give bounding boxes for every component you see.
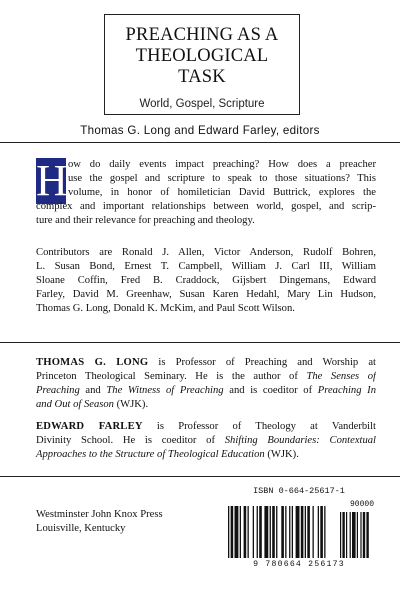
bio-line: THOMAS G. LONG is Professor of Preaching and Worship at — [36, 357, 376, 368]
bio-edward-farley — [36, 420, 376, 462]
divider-top — [0, 142, 400, 143]
intro-line: ture and their relevance for preaching and theology. — [36, 215, 255, 226]
book-title: Preaching In — [317, 385, 376, 396]
book-title: Preaching — [36, 385, 80, 396]
contributors-line: Sloane Coffin, Fred B. Craddock, Gijsbert Dingemans, Edward — [36, 275, 376, 286]
contributors-line: Thomas G. Long, Donald K. McKim, and Paul Scott Wilson. — [36, 303, 295, 314]
isbn-text: ISBN 0-664-25617-1 — [253, 486, 345, 496]
barcode-area — [224, 486, 374, 572]
publisher-block — [36, 508, 163, 536]
book-title: and Out of Season — [36, 399, 114, 410]
contributors-line: Farley, David M. Greenhaw, Susan Karen Hedahl, Mary Lin Hudson, — [36, 289, 376, 300]
book-title-line-1: PREACHING AS A — [125, 25, 279, 45]
publisher-name: Westminster John Knox Press — [36, 509, 163, 520]
intro-paragraph — [36, 158, 376, 228]
contributors-line: L. Susan Bond, Ernest T. Campbell, William J. Carl III, William — [36, 261, 376, 272]
bio-line: Princeton Theological Seminary. He is the author of The Senses of — [36, 371, 376, 382]
book-title: Shifting Boundaries: Contextual — [224, 435, 376, 446]
publisher-city: Louisville, Kentucky — [36, 523, 126, 534]
bio-line: and Out of Season (WJK). — [36, 399, 149, 410]
price-code: 90000 — [349, 500, 374, 509]
intro-line: volume, in honor of homiletician David Buttrick, explores the — [68, 187, 376, 198]
author-name: THOMAS G. LONG — [36, 357, 149, 368]
intro-line: ow do daily events impact preaching? How does a preacher — [68, 159, 376, 170]
bio-line: EDWARD FARLEY is Professor of Theology at Vanderbilt — [36, 421, 376, 432]
author-name: EDWARD FARLEY — [36, 421, 143, 432]
book-subtitle: World, Gospel, Scripture — [139, 98, 265, 110]
book-title-line-2: THEOLOGICAL — [135, 46, 269, 66]
drop-cap: H — [36, 156, 68, 205]
book-title-line-3: TASK — [178, 67, 226, 87]
divider-bottom — [0, 476, 400, 477]
editors-line: Thomas G. Long and Edward Farley, editors — [80, 124, 320, 137]
book-title: The Witness of Preaching — [106, 385, 224, 396]
contributors-line: Contributors are Ronald J. Allen, Victor Anderson, Rudolf Bohren, — [36, 247, 376, 258]
bio-line: Approaches to the Structure of Theological Education (WJK). — [36, 449, 299, 460]
bio-thomas-long — [36, 356, 376, 412]
book-title: Approaches to the Structure of Theological Education — [36, 449, 265, 460]
barcode-number: 9 780664 256173 — [253, 560, 345, 569]
divider-middle — [0, 342, 400, 343]
title-box — [104, 14, 300, 115]
intro-line: complex and important relationships between world, gospel, and scrip- — [36, 201, 376, 212]
intro-line: use the gospel and scripture to speak to those situations? This — [68, 173, 376, 184]
bio-line: Divinity School. He is coeditor of Shifting Boundaries: Contextual — [36, 435, 376, 446]
book-title: The Senses of — [306, 371, 376, 382]
contributors-paragraph — [36, 246, 376, 316]
bio-line: Preaching and The Witness of Preaching and is coeditor of Preaching In — [36, 385, 376, 396]
